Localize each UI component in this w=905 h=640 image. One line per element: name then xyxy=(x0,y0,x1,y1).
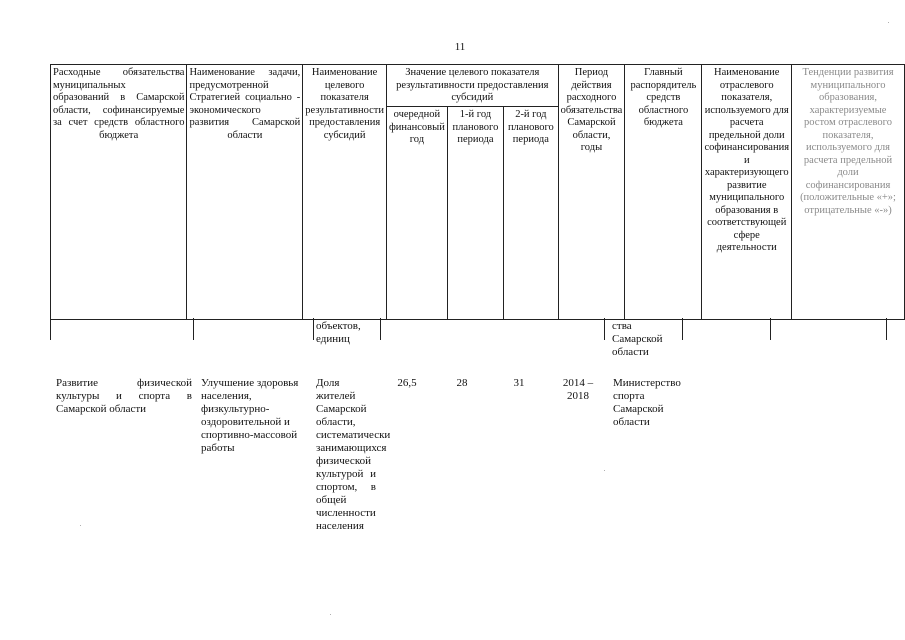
header-table xyxy=(50,64,905,320)
row-manager-text: Министерство спорта Самарской области xyxy=(613,377,681,428)
scan-speck xyxy=(80,525,81,526)
continuation-indicator-text: объектов, единиц xyxy=(316,320,361,345)
column-line xyxy=(682,318,683,340)
row-value-plan-year-2: 31 xyxy=(513,377,525,389)
header-col-manager: Главный распорядитель средств областного бюджета xyxy=(625,65,702,320)
header-col-indicator: Наименование целевого показателя результативности предоставления субсидий xyxy=(303,65,387,320)
header-col-year-plan-1: 1-й год планового периода xyxy=(447,107,503,320)
header-col-trends: Тенденции развития муниципального образования, характеризуемые ростом отраслевого показателя, используемого для расчета предельной доли софинансирования (положительные «+»; отрицательные «-») xyxy=(792,65,905,320)
header-col-year-current: очередной финансовый год xyxy=(386,107,447,320)
header-col-period: Период действия расходного обязательства Самарской области, годы xyxy=(558,65,625,320)
row-period-text: 2014 – 2018 xyxy=(562,377,594,402)
header-col-sector-indicator: Наименование отраслевого показателя, используемого для расчета предельной доли софинансирования и характеризующего развитие муниципального образования в соответствующей сфере деятельности xyxy=(702,65,792,320)
continuation-manager-text: ства Самарской области xyxy=(612,320,663,358)
column-line xyxy=(313,318,314,340)
scan-speck xyxy=(604,470,605,471)
row-indicator-text: Доля жителей Самарской области, систематически занимающихся физической культурой и спортом, в общей численности населения xyxy=(316,377,391,532)
row-obligation-text: Развитие физической культуры и спорта в Самарской области xyxy=(56,377,192,415)
column-line xyxy=(380,318,381,340)
header-col-target-values: Значение целевого показателя результативности предоставления субсидий xyxy=(386,65,558,107)
scan-speck xyxy=(330,614,331,615)
row-value-plan-year-1: 28 xyxy=(456,377,468,389)
column-line xyxy=(50,318,51,340)
column-line xyxy=(770,318,771,340)
column-line xyxy=(193,318,194,340)
header-col-task: Наименование задачи, предусмотренной Стратегией социально - экономического развития Самарской области xyxy=(187,65,303,320)
column-line xyxy=(886,318,887,340)
column-line xyxy=(604,318,605,340)
row-task-text: Улучшение здоровья населения, физкультурно-оздоровительной и спортивно-массовой работы xyxy=(201,377,299,454)
header-col-year-plan-2: 2-й год планового периода xyxy=(504,107,559,320)
scan-speck xyxy=(888,22,889,23)
row-value-current-year: 26,5 xyxy=(397,377,417,389)
header-col-obligations: Расходные обязательства муниципальных образований в Самарской области, софинансируемые за счет средств областного бюджета xyxy=(51,65,187,320)
page-number: 11 xyxy=(454,41,466,53)
